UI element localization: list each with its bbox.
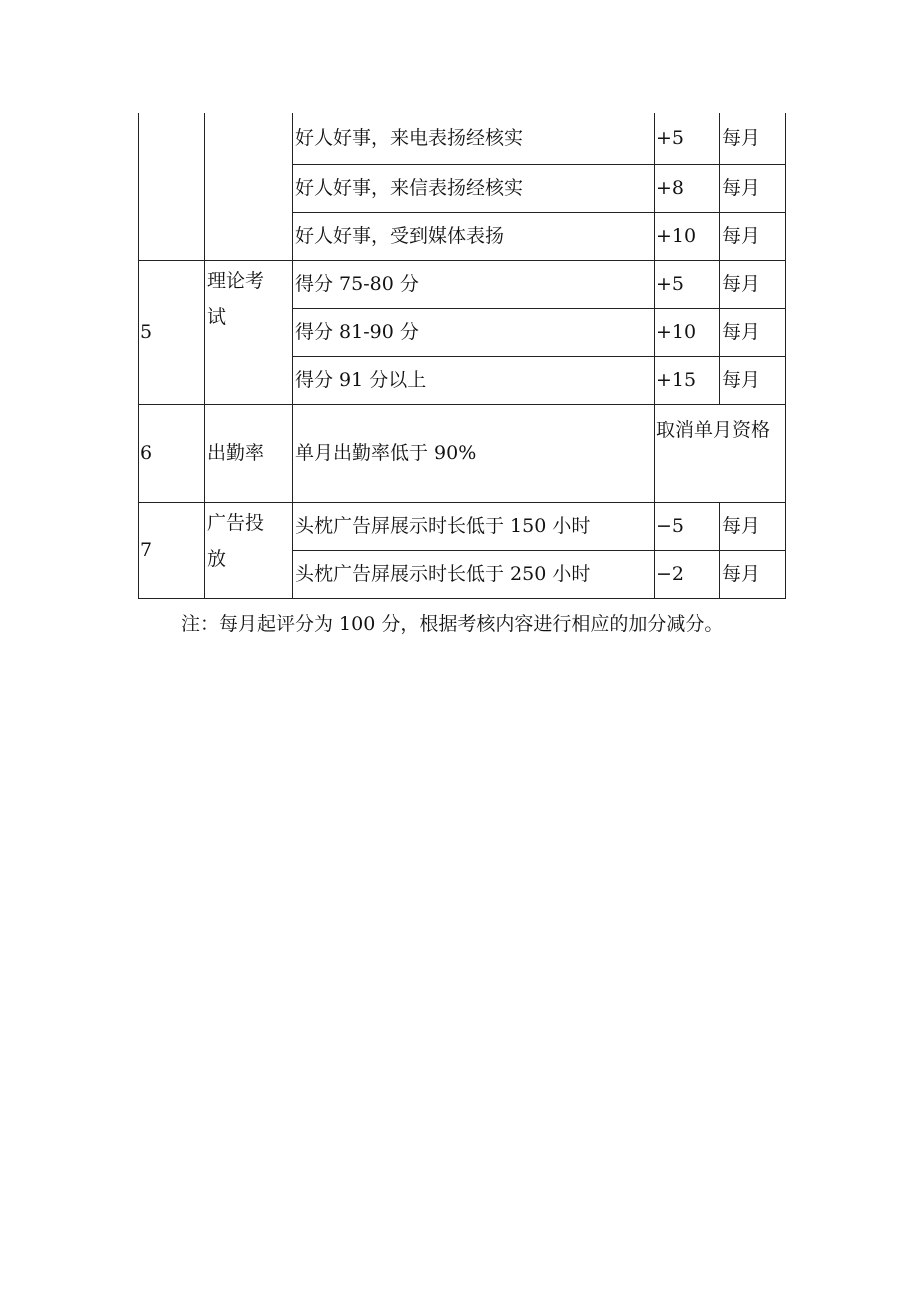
item-cell <box>205 260 293 404</box>
score-cell: −2 <box>655 550 720 598</box>
item-cell: 出勤率 <box>205 404 293 502</box>
scoring-table <box>138 113 786 599</box>
frequency-cell: 每月 <box>720 212 786 260</box>
desc-cell: 得分 91 分以上 <box>293 356 655 404</box>
table-row <box>139 260 786 308</box>
number-cell: 7 <box>139 502 205 598</box>
desc-cell: 好人好事，受到媒体表扬 <box>293 212 655 260</box>
number-cell-empty <box>139 113 205 260</box>
frequency-cell: 每月 <box>720 502 786 550</box>
score-cell: −5 <box>655 502 720 550</box>
frequency-cell: 每月 <box>720 260 786 308</box>
result-label: 取消单月资格 <box>656 418 771 441</box>
table-row <box>139 404 786 502</box>
frequency-cell: 每月 <box>720 550 786 598</box>
score-cell: +15 <box>655 356 720 404</box>
desc-cell: 得分 75-80 分 <box>293 260 655 308</box>
score-cell: +8 <box>655 164 720 212</box>
score-cell: +5 <box>655 260 720 308</box>
frequency-cell: 每月 <box>720 113 786 164</box>
item-label: 广告投放 <box>207 511 265 570</box>
table-row <box>139 502 786 550</box>
item-label: 理论考试 <box>207 269 265 328</box>
table-row <box>139 113 786 164</box>
desc-cell: 头枕广告屏展示时长低于 150 小时 <box>293 502 655 550</box>
score-cell: +5 <box>655 113 720 164</box>
desc-cell: 好人好事，来电表扬经核实 <box>293 113 655 164</box>
number-cell: 6 <box>139 404 205 502</box>
desc-cell: 好人好事，来信表扬经核实 <box>293 164 655 212</box>
result-cell <box>655 404 786 502</box>
table-note: 注：每月起评分为 100 分，根据考核内容进行相应的加分减分。 <box>181 613 724 635</box>
desc-cell: 单月出勤率低于 90% <box>293 404 655 502</box>
item-cell <box>205 502 293 598</box>
desc-cell: 得分 81-90 分 <box>293 308 655 356</box>
frequency-cell: 每月 <box>720 356 786 404</box>
desc-cell: 头枕广告屏展示时长低于 250 小时 <box>293 550 655 598</box>
score-cell: +10 <box>655 212 720 260</box>
number-cell: 5 <box>139 260 205 404</box>
frequency-cell: 每月 <box>720 308 786 356</box>
frequency-cell: 每月 <box>720 164 786 212</box>
score-cell: +10 <box>655 308 720 356</box>
item-cell-empty <box>205 113 293 260</box>
